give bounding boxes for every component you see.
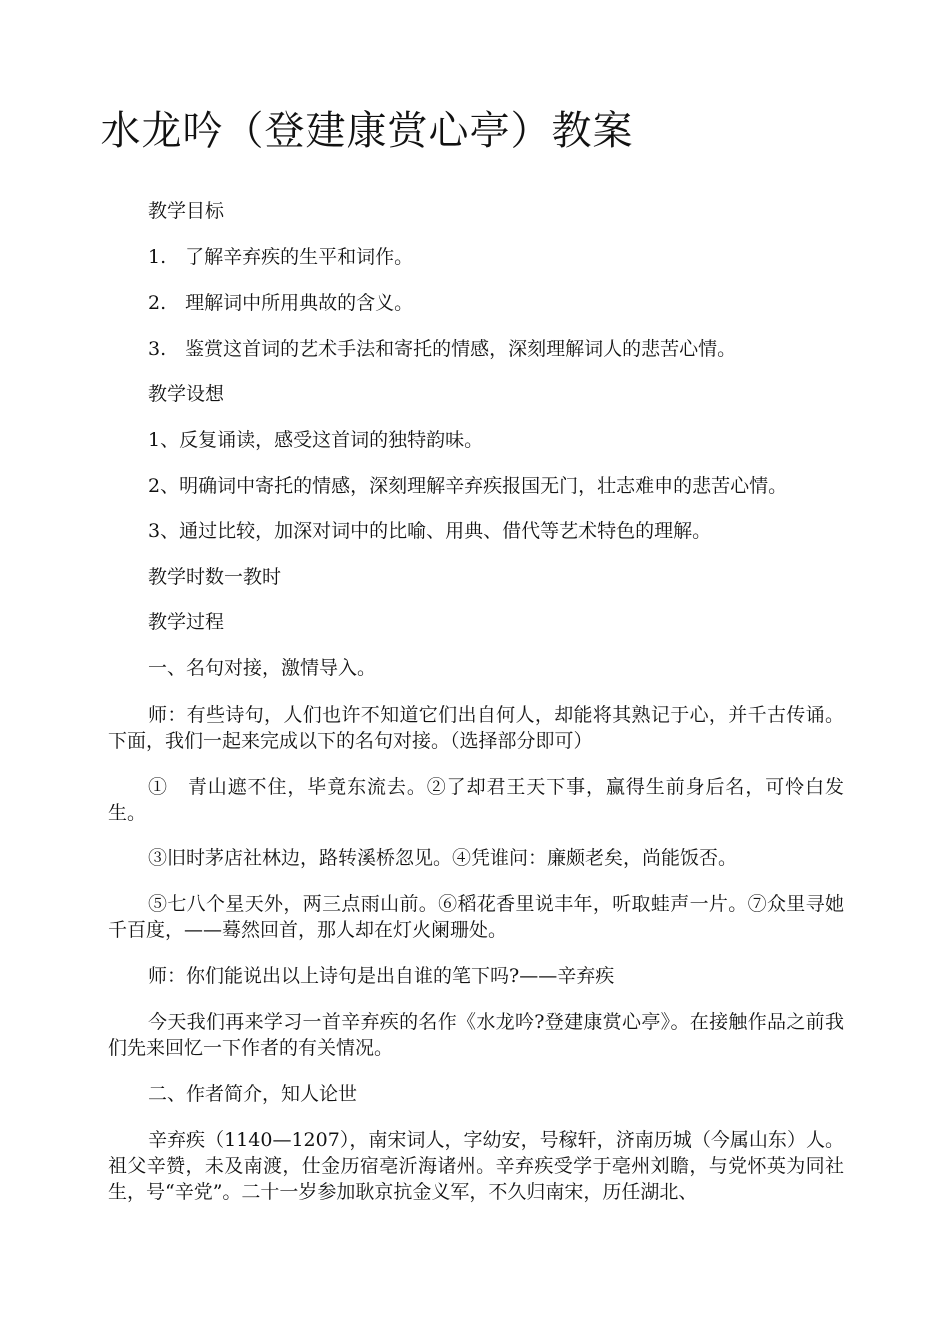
- body-paragraph: 师：有些诗句，人们也许不知道它们出自何人，却能将其熟记于心，并千古传诵。下面，我们一起来完成以下的名句对接。（选择部分即可）: [108, 704, 844, 752]
- process-step-heading: 二、作者简介，知人论世: [148, 1083, 358, 1105]
- objective-item: 3. 鉴赏这首词的艺术手法和寄托的情感，深刻理解词人的悲苦心情。: [148, 338, 737, 360]
- body-paragraph: 今天我们再来学习一首辛弃疾的名作《水龙吟?登建康赏心亭》。在接触作品之前我们先来回忆一下作者的有关情况。: [108, 1011, 844, 1059]
- quote-paragraph: ⑤七八个星天外，两三点雨山前。⑥稻花香里说丰年，听取蛙声一片。⑦众里寻她千百度，——蓦然回首，那人却在灯火阑珊处。: [108, 893, 844, 941]
- design-item: 1、反复诵读，感受这首词的独特韵味。: [148, 429, 484, 451]
- teaching-hours: 教学时数一教时: [148, 566, 282, 588]
- objective-item: 1. 了解辛弃疾的生平和词作。: [148, 246, 414, 268]
- section-heading-process: 教学过程: [148, 611, 225, 633]
- quote-paragraph: ① 青山遮不住，毕竟东流去。②了却君王天下事，赢得生前身后名，可怜白发生。: [108, 776, 844, 824]
- process-step-heading: 一、名句对接，激情导入。: [148, 657, 377, 679]
- section-heading-design: 教学设想: [148, 383, 225, 405]
- section-heading-objectives: 教学目标: [148, 200, 225, 222]
- document-title: 水龙吟（登建康赏心亭）教案: [100, 108, 634, 154]
- design-item: 2、明确词中寄托的情感，深刻理解辛弃疾报国无门，壮志难申的悲苦心情。: [148, 475, 788, 497]
- body-paragraph: 师：你们能说出以上诗句是出自谁的笔下吗?——辛弃疾: [148, 965, 615, 987]
- body-paragraph: 辛弃疾（1140—1207），南宋词人，字幼安，号稼轩，济南历城（今属山东）人。祖父辛赞，未及南渡，仕金历宿亳沂海诸州。辛弃疾受学于亳州刘瞻，与党怀英为同社生，号“辛党”。二十一岁参加耿京抗金义军，不久归南宋，历任湖北、: [108, 1129, 844, 1203]
- objective-item: 2. 理解词中所用典故的含义。: [148, 292, 414, 314]
- design-item: 3、通过比较，加深对词中的比喻、用典、借代等艺术特色的理解。: [148, 520, 712, 542]
- quote-paragraph: ③旧时茅店社林边，路转溪桥忽见。④凭谁问：廉颇老矣，尚能饭否。: [148, 847, 738, 869]
